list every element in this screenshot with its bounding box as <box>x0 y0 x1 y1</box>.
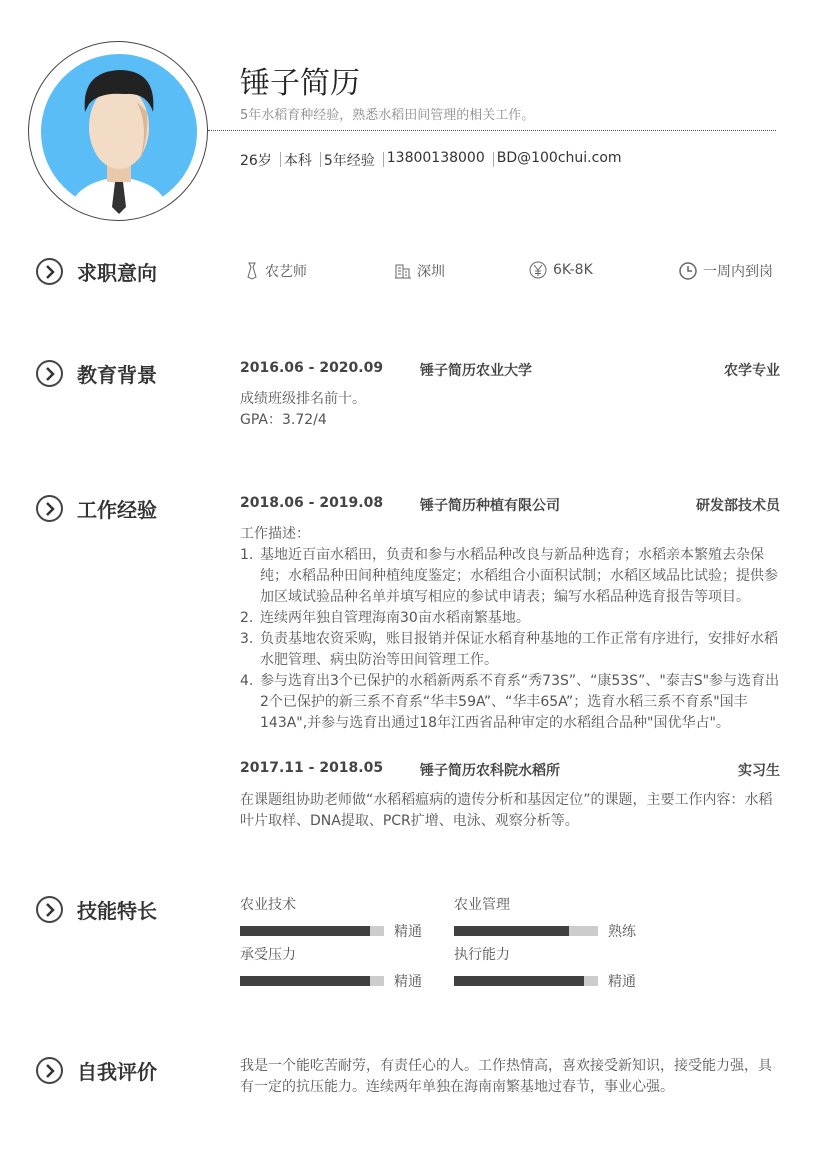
work-entry <box>240 760 780 780</box>
skill-bar-fill <box>454 926 569 936</box>
phone: 13800138000 <box>386 150 485 166</box>
section-title: 自我评价 <box>77 1060 157 1084</box>
section-title: 求职意向 <box>77 261 157 285</box>
chevron-right-icon <box>36 258 63 285</box>
tie-icon <box>245 262 259 280</box>
section-intent <box>36 257 157 286</box>
job-role: 实习生 <box>738 763 780 779</box>
work-description <box>240 524 785 734</box>
skill-item <box>240 944 430 991</box>
job-role: 研发部技术员 <box>696 498 780 514</box>
company-name: 锤子简历农科院水稻所 <box>420 763 560 779</box>
skill-name: 执行能力 <box>454 947 510 963</box>
education-entry <box>240 360 780 380</box>
skill-item <box>454 894 644 941</box>
section-self <box>36 1056 157 1085</box>
age: 26岁 <box>240 153 272 169</box>
skill-name: 农业技术 <box>240 897 296 913</box>
yen-icon <box>529 261 547 279</box>
skill-bar-fill <box>240 926 370 936</box>
skill-item <box>454 944 644 991</box>
chevron-right-icon <box>36 360 63 387</box>
education-line: GPA：3.72/4 <box>240 412 327 428</box>
date-range: 2016.06 - 2020.09 <box>240 360 384 376</box>
section-title: 教育背景 <box>77 363 157 387</box>
chevron-right-icon <box>36 1057 63 1084</box>
list-item-text: 基地近百亩水稻田，负责和参与水稻品种改良与新品种选育；水稻亲本繁殖去杂保纯；水稻品种田间种植纯度鉴定；水稻组合小面积试制；水稻区域品比试验；提供参加区域试验品种名单并填写相应的参试申请表；编写水稻品种选育报告等项目。 <box>260 547 778 605</box>
intent-text: 深圳 <box>417 264 445 280</box>
resume-name: 锤子简历 <box>240 66 360 101</box>
intent-text: 6K-8K <box>553 262 593 278</box>
list-item-text: 负责基地农资采购，账目报销并保证水稻育种基地的工作正常有序进行，安排好水稻水肥管理、病虫防治等田间管理工作。 <box>260 631 778 668</box>
section-skills <box>36 895 157 924</box>
intent-city <box>395 261 445 281</box>
skill-name: 农业管理 <box>454 897 510 913</box>
list-item: 1. 基地近百亩水稻田，负责和参与水稻品种改良与新品种选育；水稻亲本繁殖去杂保纯；水稻品种田间种植纯度鉴定；水稻组合小面积试制；水稻区域品比试验；提供参加区域试验品种名单并填写相应的参试申请表；编写水稻品种选育报告等项目。 <box>240 545 785 608</box>
skill-bar-fill <box>240 976 370 986</box>
date-range: 2017.11 - 2018.05 <box>240 760 384 776</box>
building-icon <box>395 263 411 279</box>
skill-bar-fill <box>454 976 584 986</box>
list-item: 4. 参与选育出3个已保护的水稻新两系不育系“秀73S”、“康53S”、"泰吉S"参与选育出2个已保护的新三系不育系“华丰59A”、“华丰65A”；选育水稻三系不育系"国丰143A",并参与选育出通过18年江西省品种审定的水稻组合品种"国优华占"。 <box>240 671 785 734</box>
list-item: 2. 连续两年独自管理海南30亩水稻南繁基地。 <box>240 608 785 629</box>
section-title: 技能特长 <box>77 899 157 923</box>
list-item-text: 连续两年独自管理海南30亩水稻南繁基地。 <box>260 610 530 626</box>
skill-bar <box>454 976 598 986</box>
avatar <box>28 41 208 221</box>
description-label: 工作描述： <box>240 526 310 542</box>
skill-name: 承受压力 <box>240 947 296 963</box>
date-range: 2018.06 - 2019.08 <box>240 495 384 511</box>
summary: 5年水稻育种经验，熟悉水稻田间管理的相关工作。 <box>240 108 535 123</box>
intent-salary <box>529 261 593 279</box>
contact-info <box>240 150 622 170</box>
section-title: 工作经验 <box>77 498 157 522</box>
skill-level: 熟练 <box>608 924 636 940</box>
education-details <box>240 389 780 431</box>
intent-text: 农艺师 <box>265 264 307 280</box>
clock-icon <box>679 262 697 280</box>
self-evaluation: 我是一个能吃苦耐劳，有责任心的人。工作热情高，喜欢接受新知识，接受能力强，具有一定的抗压能力。连续两年单独在海南南繁基地过春节，事业心强。 <box>240 1058 772 1095</box>
intent-position <box>245 261 307 281</box>
education-line: 成绩班级排名前十。 <box>240 391 366 407</box>
work-description: 在课题组协助老师做“水稻稻瘟病的遗传分析和基因定位”的课题，主要工作内容：水稻叶片取样、DNA提取、PCR扩增、电泳、观察分析等。 <box>240 792 773 829</box>
skill-item <box>240 894 430 941</box>
skill-level: 精通 <box>608 974 636 990</box>
intent-availability <box>679 261 773 281</box>
divider <box>208 130 776 131</box>
chevron-right-icon <box>36 495 63 522</box>
section-work <box>36 494 157 523</box>
section-education <box>36 359 157 388</box>
chevron-right-icon <box>36 896 63 923</box>
intent-text: 一周内到岗 <box>703 264 773 280</box>
skill-bar <box>240 926 384 936</box>
skill-bar <box>240 976 384 986</box>
email: BD@100chui.com <box>496 150 622 166</box>
skill-level: 精通 <box>394 974 422 990</box>
list-item-text: 参与选育出3个已保护的水稻新两系不育系“秀73S”、“康53S”、"泰吉S"参与选育出2个已保护的新三系不育系“华丰59A”、“华丰65A”；选育水稻三系不育系"国丰143A",并参与选育出通过18年江西省品种审定的水稻组合品种"国优华占"。 <box>260 673 780 731</box>
list-item: 3. 负责基地农资采购，账目报销并保证水稻育种基地的工作正常有序进行，安排好水稻水肥管理、病虫防治等田间管理工作。 <box>240 629 785 671</box>
work-entry <box>240 495 780 515</box>
major: 农学专业 <box>724 363 780 379</box>
skill-level: 精通 <box>394 924 422 940</box>
school-name: 锤子简历农业大学 <box>420 363 532 379</box>
experience: 5年经验 <box>323 153 375 169</box>
company-name: 锤子简历种植有限公司 <box>420 498 560 514</box>
degree: 本科 <box>283 153 312 169</box>
skill-bar <box>454 926 598 936</box>
